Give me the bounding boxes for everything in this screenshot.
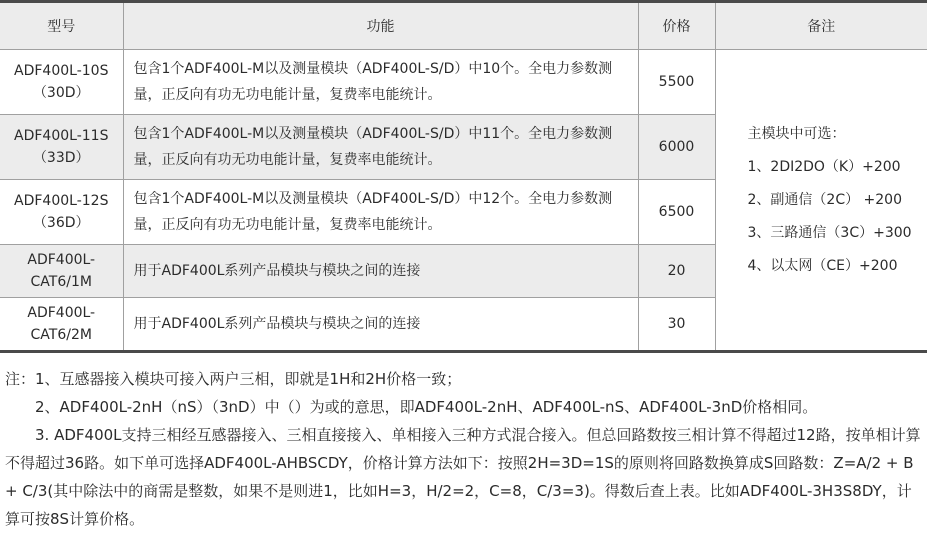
function-cell: 包含1个ADF400L-M以及测量模块（ADF400L-S/D）中12个。全电力参数测量，正反向有功无功电能计量，复费率电能统计。 bbox=[123, 180, 638, 245]
variant-text: （36D） bbox=[2, 212, 121, 234]
model-cell bbox=[0, 50, 123, 115]
note-line-3: 3. ADF400L支持三相经互感器接入、三相直接接入、单相接入三种方式混合接入。但总回路数按三相计算不得超过12路，按单相计算不得超过36路。如下单可选择ADF400L-AHBSCDY，价格计算方法如下：按照2H=3D=1S的原则将回路数换算成S回路数：Z=A/2 + B + C/3(其中除法中的商需是整数，如果不是则进1，比如H=3，H/2=2，C=8，C/3=3)。得数后查上表。比如ADF400L-3H3S8DY，计算可按8S计算价格。 bbox=[5, 421, 923, 533]
model-cell bbox=[0, 115, 123, 180]
price-cell: 6500 bbox=[638, 180, 715, 245]
variant-text: （30D） bbox=[2, 82, 121, 104]
model-cell bbox=[0, 245, 123, 298]
note-line-2: 2、ADF400L-2nH（nS）（3nD）中（）为或的意思，即ADF400L-2nH、ADF400L-nS、ADF400L-3nD价格相同。 bbox=[5, 393, 923, 421]
header-model: 型号 bbox=[0, 2, 123, 50]
model-text: ADF400L-11S bbox=[2, 125, 121, 147]
function-cell: 用于ADF400L系列产品模块与模块之间的连接 bbox=[123, 245, 638, 298]
remark-option: 4、以太网（CE）+200 bbox=[748, 256, 927, 276]
model-text: ADF400L-CAT6/2M bbox=[2, 302, 121, 346]
note-line-1: 注：1、互感器接入模块可接入两户三相，即就是1H和2H价格一致； bbox=[5, 365, 923, 393]
remark-option: 2、副通信（2C） +200 bbox=[748, 190, 927, 210]
remark-title: 主模块中可选： bbox=[748, 124, 927, 144]
function-cell: 包含1个ADF400L-M以及测量模块（ADF400L-S/D）中10个。全电力参数测量，正反向有功无功电能计量，复费率电能统计。 bbox=[123, 50, 638, 115]
model-cell bbox=[0, 180, 123, 245]
header-price: 价格 bbox=[638, 2, 715, 50]
header-row bbox=[0, 2, 927, 50]
table-row bbox=[0, 50, 927, 115]
function-cell: 包含1个ADF400L-M以及测量模块（ADF400L-S/D）中11个。全电力参数测量，正反向有功无功电能计量，复费率电能统计。 bbox=[123, 115, 638, 180]
model-text: ADF400L-12S bbox=[2, 190, 121, 212]
remark-option: 3、三路通信（3C）+300 bbox=[748, 223, 927, 243]
header-remark: 备注 bbox=[715, 2, 927, 50]
price-cell: 5500 bbox=[638, 50, 715, 115]
price-cell: 20 bbox=[638, 245, 715, 298]
function-cell: 用于ADF400L系列产品模块与模块之间的连接 bbox=[123, 298, 638, 352]
header-function: 功能 bbox=[123, 2, 638, 50]
model-text: ADF400L-10S bbox=[2, 60, 121, 82]
model-text: ADF400L-CAT6/1M bbox=[2, 249, 121, 293]
remark-option: 1、2DI2DO（K）+200 bbox=[748, 157, 927, 177]
model-cell bbox=[0, 298, 123, 352]
price-cell: 6000 bbox=[638, 115, 715, 180]
notes-section bbox=[0, 365, 927, 533]
remark-cell bbox=[715, 50, 927, 352]
price-cell: 30 bbox=[638, 298, 715, 352]
variant-text: （33D） bbox=[2, 147, 121, 169]
